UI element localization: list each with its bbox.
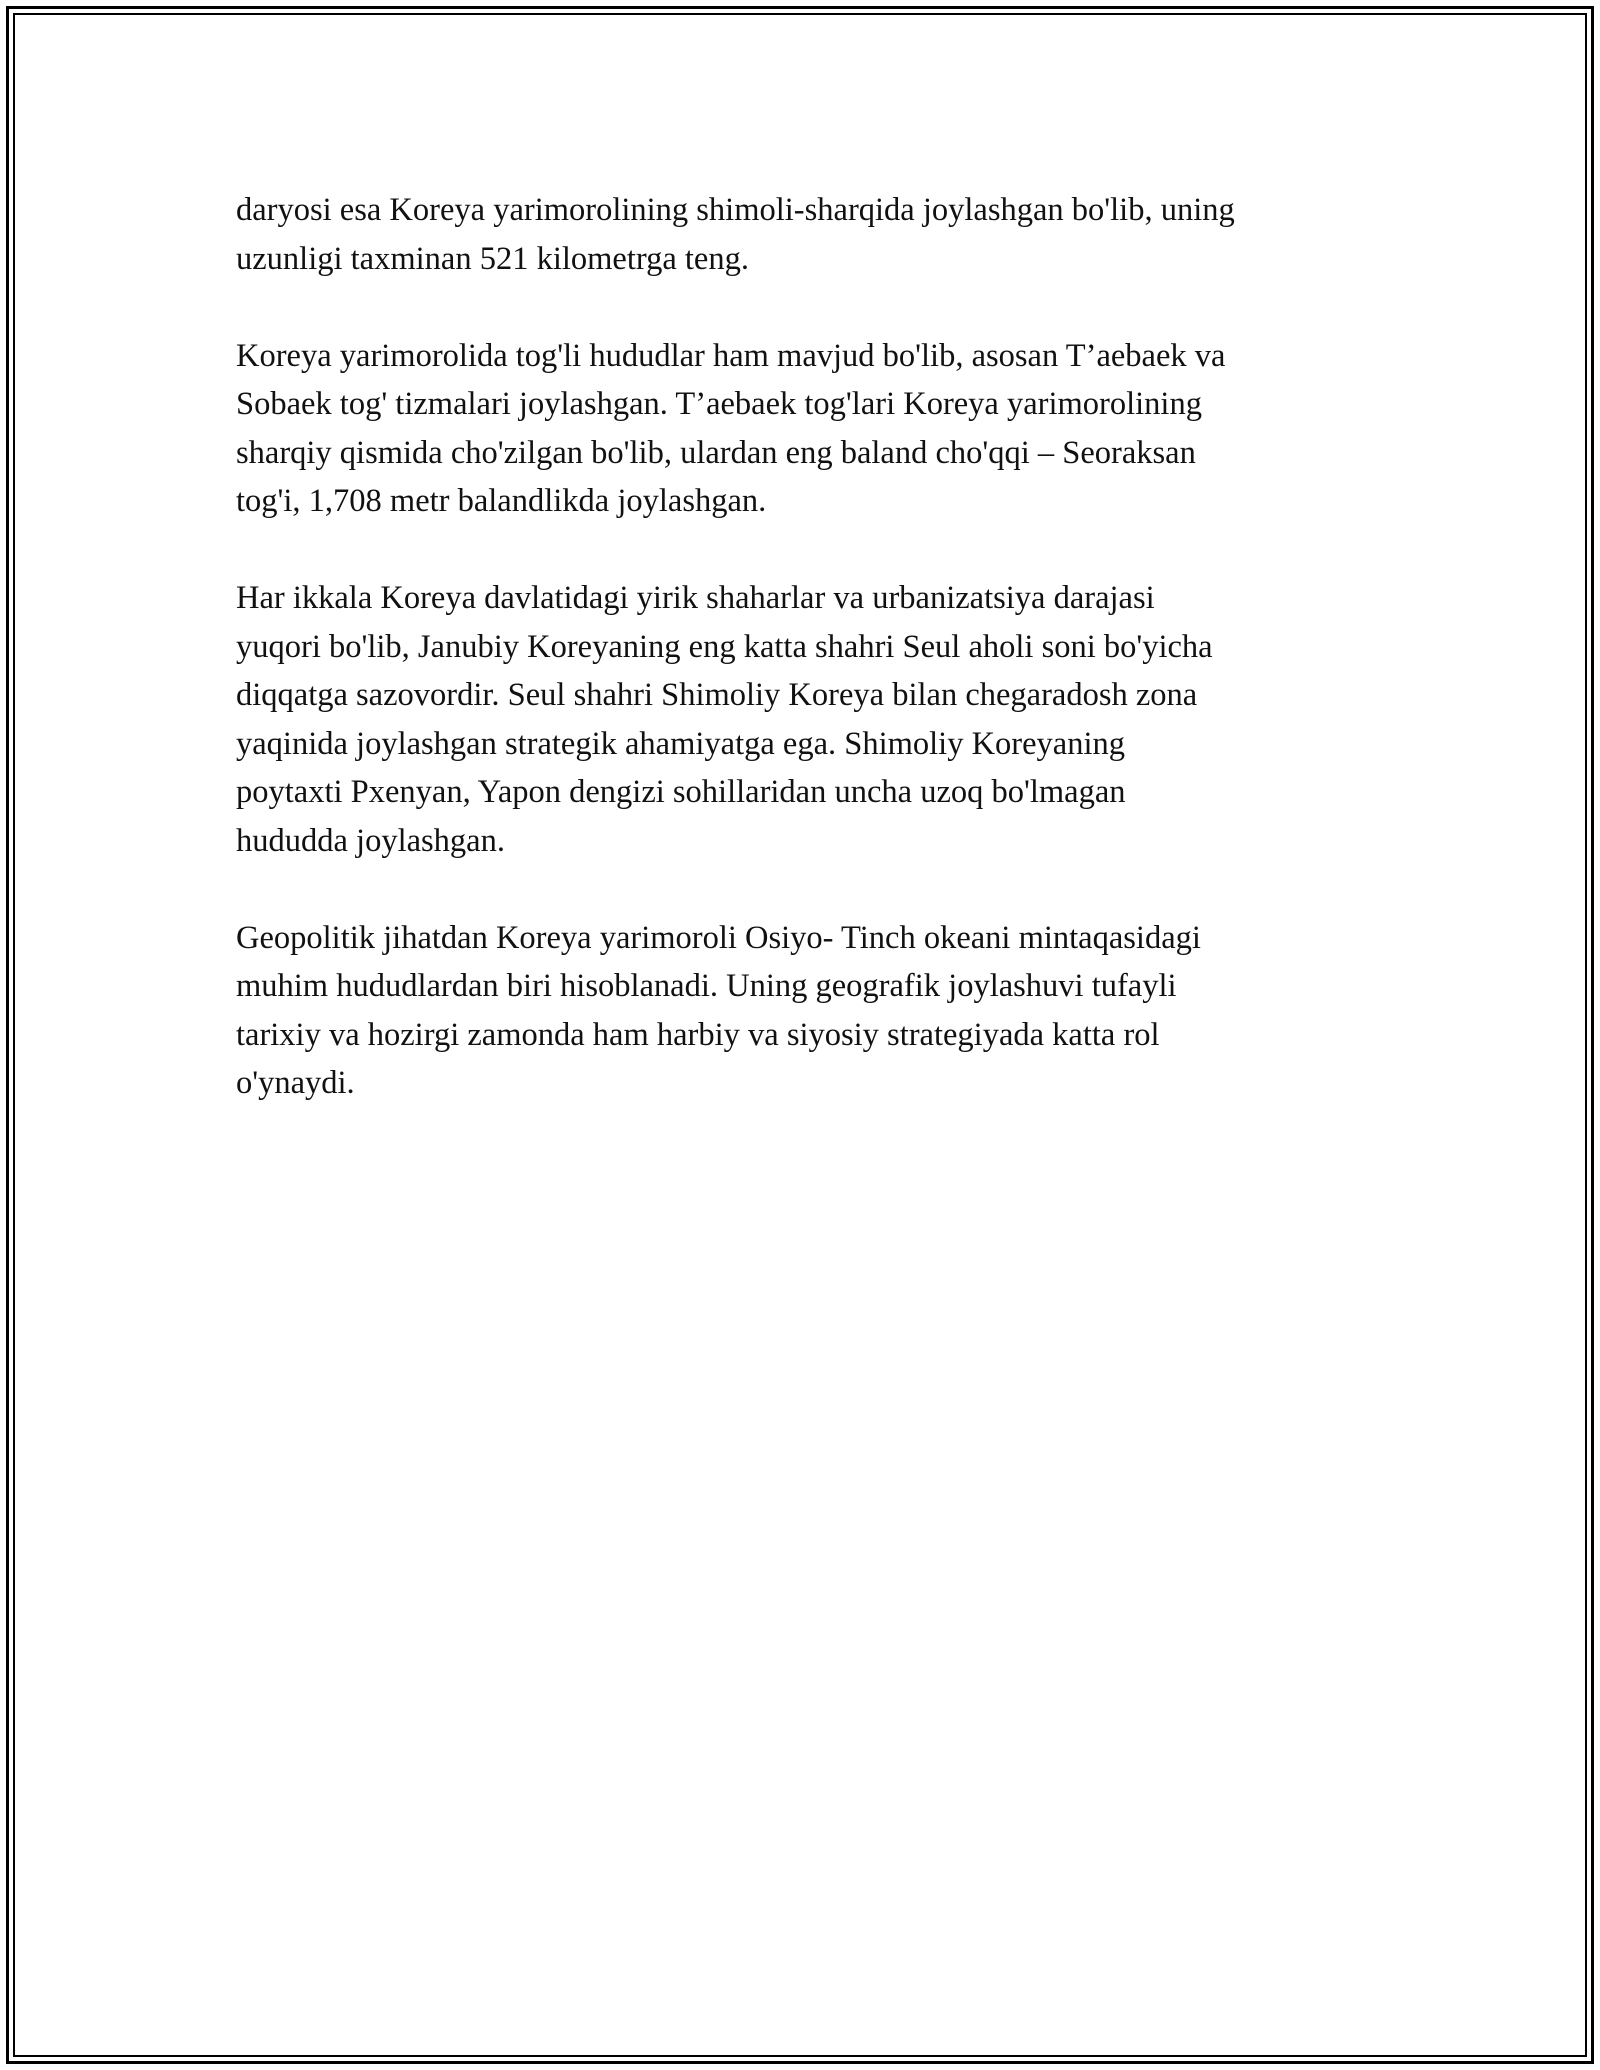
text-line: tog'i, 1,708 metr balandlikda joylashgan. [236, 483, 767, 519]
text-line: Geopolitik jihatdan Koreya yarimoroli Osiyo- Tinch okeani mintaqasidagi [236, 919, 1201, 956]
text-line: yuqori bo'lib, Janubiy Koreyaning eng katta shahri Seul aholi soni bo'yicha [236, 628, 1213, 665]
text-line: hududda joylashgan. [236, 822, 505, 859]
document-body [236, 186, 1386, 1156]
text-line: poytaxti Pxenyan, Yapon dengizi sohillaridan uncha uzoq bo'lmagan [236, 774, 1126, 810]
text-line: tarixiy va hozirgi zamonda ham harbiy va siyosiy strategiyada katta rol [236, 1016, 1160, 1053]
text-line: uzunligi taxminan 521 kilometrga teng. [236, 240, 749, 277]
text-line: sharqiy qismida cho'zilgan bo'lib, ulardan eng baland cho'qqi – Seoraksan [236, 434, 1196, 471]
text-line: daryosi esa Koreya yarimorolining shimoli-sharqida joylashgan bo'lib, uning [236, 192, 1235, 228]
paragraph-2 [236, 332, 1386, 526]
paragraph-3 [236, 574, 1386, 865]
text-line: yaqinida joylashgan strategik ahamiyatga ega. Shimoliy Koreyaning [236, 725, 1126, 762]
text-line: muhim hududlardan biri hisoblanadi. Uning geografik joylashuvi tufayli [236, 968, 1177, 1004]
text-line: Sobaek tog' tizmalari joylashgan. T’aebaek tog'lari Koreya yarimorolining [236, 386, 1202, 422]
text-line: diqqatga sazovordir. Seul shahri Shimoliy Koreya bilan chegaradosh zona [236, 677, 1198, 713]
text-line: o'ynaydi. [236, 1065, 355, 1101]
paragraph-4 [236, 914, 1386, 1108]
text-line: Koreya yarimorolida tog'li hududlar ham mavjud bo'lib, asosan T’aebaek va [236, 337, 1226, 374]
text-line: Har ikkala Koreya davlatidagi yirik shaharlar va urbanizatsiya darajasi [236, 580, 1155, 616]
paragraph-1 [236, 186, 1386, 283]
